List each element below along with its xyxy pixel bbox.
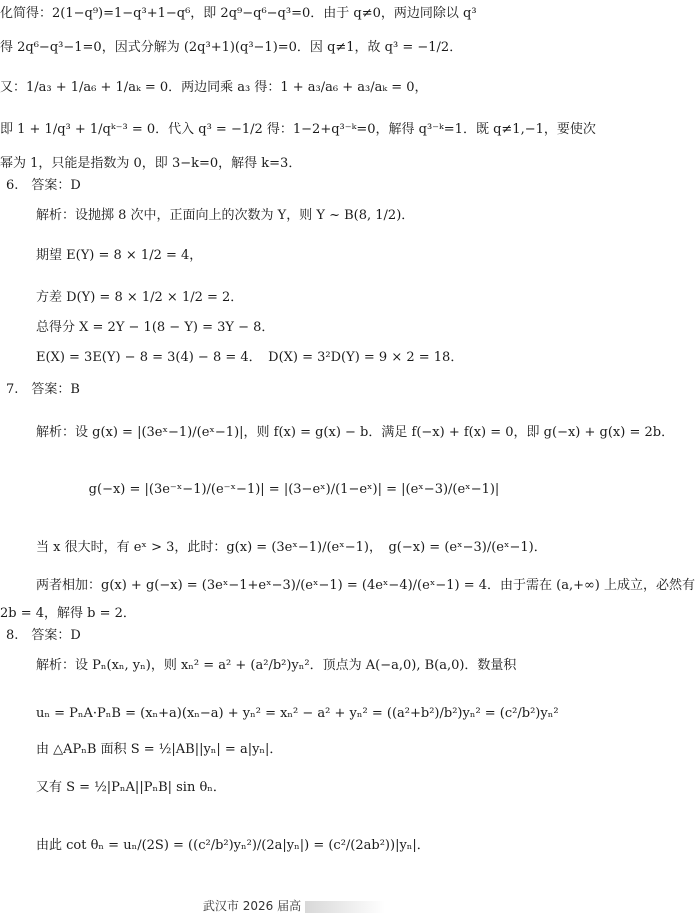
q6-result: E(X) = 3E(Y) − 8 = 3(4) − 8 = 4． D(X) = 3²D(Y) = 9 × 2 = 18． <box>36 350 464 365</box>
q7-sum: 两者相加：g(x) + g(−x) = (3eˣ−1+eˣ−3)/(eˣ−1) = (4eˣ−4)/(eˣ−1) = 4．由于需在 (a,+∞) 上成立，必然有 <box>36 578 695 593</box>
line-conclusion-k: 幂为 1，只能是指数为 0，即 3−k=0，解得 k=3． <box>0 156 302 171</box>
line-simplify: 化简得：2(1−q⁹)=1−q³+1−q⁶，即 2q⁹−q⁶−q³=0．由于 q≠0，两边同除以 q³ <box>0 6 477 21</box>
q6-answer: 6. 答案：D <box>6 178 81 193</box>
q7-answer: 7. 答案：B <box>6 382 80 397</box>
q6-expectation: 期望 E(Y) = 8 × 1/2 = 4， <box>36 248 203 263</box>
q6-variance: 方差 D(Y) = 8 × 1/2 × 1/2 = 2． <box>36 290 244 305</box>
q7-large-x: 当 x 很大时，有 eˣ > 3，此时：g(x) = (3eˣ−1)/(eˣ−1)， g(−x) = (eˣ−3)/(eˣ−1)． <box>36 540 547 555</box>
q7-conclusion: 2b = 4，解得 b = 2． <box>0 606 136 621</box>
q8-answer: 8. 答案：D <box>6 628 81 643</box>
q7-setup: 解析：设 g(x) = |(3eˣ−1)/(eˣ−1)|，则 f(x) = g(x) − b．满足 f(−x) + f(x) = 0，即 g(−x) + g(x) = 2b． <box>36 425 675 440</box>
footer-fade <box>305 901 385 913</box>
q8-area-sine: 又有 S = ½|PₙA||PₙB| sin θₙ． <box>36 780 226 795</box>
q7-g-neg-x: g(−x) = |(3e⁻ˣ−1)/(e⁻ˣ−1)| = |(3−eˣ)/(1−eˣ)| = |(eˣ−3)/(eˣ−1)| <box>88 482 500 497</box>
q8-setup: 解析：设 Pₙ(xₙ, yₙ)，则 xₙ² = a² + (a²/b²)yₙ²．顶点为 A(−a,0), B(a,0)．数量积 <box>36 658 517 673</box>
line-factor: 得 2q⁶−q³−1=0，因式分解为 (2q³+1)(q³−1)=0．因 q≠1，故 q³ = −1/2． <box>0 40 463 55</box>
q8-dot-product: uₙ = PₙA·PₙB = (xₙ+a)(xₙ−a) + yₙ² = xₙ² − a² + yₙ² = ((a²+b²)/b²)yₙ² = (c²/b²)yₙ² <box>36 706 559 721</box>
q6-total-score: 总得分 X = 2Y − 1(8 − Y) = 3Y − 8． <box>36 320 275 335</box>
q6-setup: 解析：设抛掷 8 次中，正面向上的次数为 Y，则 Y ~ B(8, 1/2)． <box>36 208 415 223</box>
line-reciprocal-sum: 又：1/a₃ + 1/a₆ + 1/aₖ = 0．两边同乘 a₃ 得：1 + a₃/a₆ + a₃/aₖ = 0， <box>0 80 428 95</box>
q8-area: 由 △APₙB 面积 S = ½|AB||yₙ| = a|yₙ|． <box>36 742 283 757</box>
q8-cotangent: 由此 cot θₙ = uₙ/(2S) = ((c²/b²)yₙ²)/(2a|yₙ|) = (c²/(2ab²))|yₙ|． <box>36 838 430 853</box>
page-footer <box>0 899 588 914</box>
line-substitute: 即 1 + 1/q³ + 1/qᵏ⁻³ = 0．代入 q³ = −1/2 得：1−2+q³⁻ᵏ=0，解得 q³⁻ᵏ=1．既 q≠1,−1，要使次 <box>0 122 596 137</box>
footer-text: 武汉市 2026 届高 <box>202 899 302 913</box>
